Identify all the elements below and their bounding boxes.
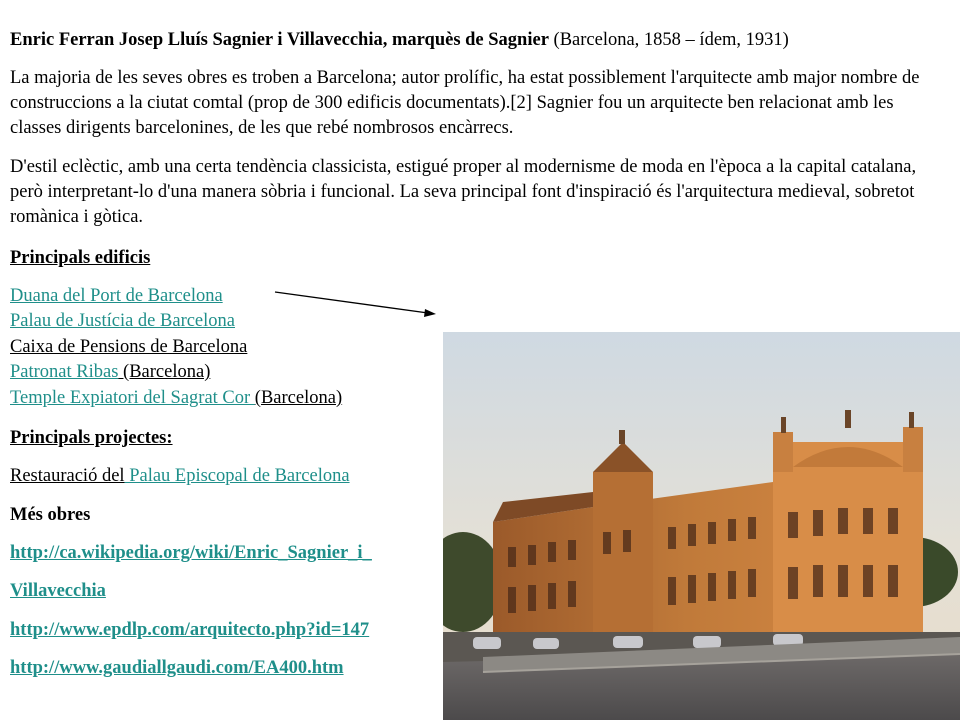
building-text: (Barcelona) (254, 388, 343, 408)
more-link-gaudiallgaudi[interactable] (10, 656, 344, 681)
projects-item[interactable] (10, 464, 350, 489)
paragraph-2: D'estil eclèctic, amb una certa tendència classicista, estigué proper al modernisme de moda en l'època a la capital catalana, però interpretant-lo d'una manera sòbria i funcional. La seva principal font d'inspiració és l'arquitectura medieval, sobretot romànica i gòtica. (10, 157, 917, 227)
projects-heading: Principals projectes: (10, 428, 173, 448)
more-link[interactable]: http://www.gaudiallgaudi.com/EA400.htm (10, 658, 344, 678)
duana-building-photo (443, 332, 960, 720)
title-line (10, 28, 940, 53)
more-link-wikipedia-2[interactable] (10, 579, 106, 604)
building-link[interactable]: Patronat Ribas (10, 362, 119, 382)
projects-link[interactable]: Palau Episcopal de Barcelona (124, 466, 350, 486)
more-link[interactable]: Villavecchia (10, 581, 106, 601)
building-link[interactable]: Duana del Port de Barcelona (10, 286, 223, 306)
more-link-wikipedia-1[interactable] (10, 541, 372, 566)
more-link[interactable]: http://ca.wikipedia.org/wiki/Enric_Sagnier_i_ (10, 543, 372, 563)
projects-prefix: Restauració del (10, 466, 125, 486)
buildings-heading: Principals edificis (10, 248, 151, 268)
more-heading: Més obres (10, 505, 91, 525)
building-item-duana[interactable] (10, 284, 223, 309)
building-link[interactable]: Palau de Justícia de Barcelona (10, 311, 235, 331)
building-link[interactable]: Temple Expiatori del Sagrat Cor (10, 388, 255, 408)
paragraph-1: La majoria de les seves obres es troben a Barcelona; autor prolífic, ha estat possiblement l'arquitecte amb major nombre de construccions a la ciutat comtal (prop de 300 edificis documentats).[2] Sagnier fou un arquitecte ben relacionat amb les classes dirigents barcelonines, de les que rebé nombrosos encàrrecs. (10, 68, 920, 138)
building-text: Caixa de Pensions de Barcelona (10, 337, 248, 357)
building-item-palau-justicia[interactable] (10, 309, 235, 334)
more-link[interactable]: http://www.epdlp.com/arquitecto.php?id=147 (10, 620, 370, 640)
more-link-epdlp[interactable] (10, 618, 369, 643)
building-item-caixa (10, 335, 247, 360)
title-name: Enric Ferran Josep Lluís Sagnier i Villavecchia, marquès de Sagnier (10, 30, 549, 50)
building-item-patronat[interactable] (10, 360, 210, 385)
building-item-temple[interactable] (10, 386, 342, 411)
title-dates: (Barcelona, 1858 – ídem, 1931) (548, 30, 789, 50)
building-text: (Barcelona) (118, 362, 211, 382)
